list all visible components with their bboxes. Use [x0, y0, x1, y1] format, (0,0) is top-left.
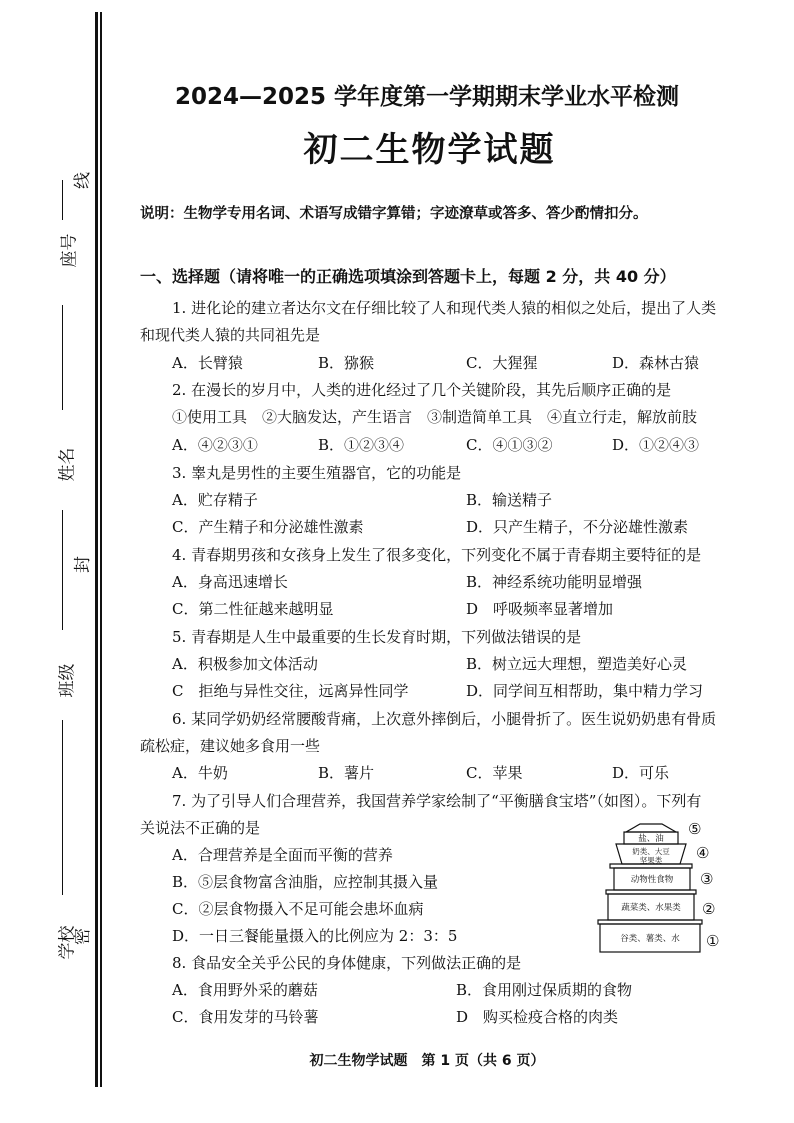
- secret-mark: 密: [73, 928, 93, 945]
- q5-option-d[interactable]: D．同学间互相帮助，集中精力学习: [466, 682, 704, 700]
- q6-stem-2: 疏松症，建议她多食用一些: [140, 737, 321, 755]
- seat-blank[interactable]: [62, 180, 63, 220]
- q1-option-b[interactable]: B．猕猴: [318, 354, 375, 372]
- seat-label: 座号: [59, 233, 80, 268]
- q3-option-b[interactable]: B．输送精子: [466, 491, 553, 509]
- school-blank[interactable]: [62, 720, 63, 895]
- name-blank[interactable]: [62, 305, 63, 410]
- line-mark: 线: [73, 172, 93, 189]
- q4-option-c[interactable]: C．第二性征越来越明显: [172, 600, 334, 618]
- school-label: 学校: [57, 925, 78, 960]
- q5-option-c[interactable]: C 拒绝与异性交往，远离异性同学: [172, 682, 409, 700]
- q7-option-b[interactable]: B．⑤层食物富含油脂，应控制其摄入量: [172, 873, 439, 891]
- page-footer: 初二生物学试题 第 1 页（共 6 页）: [309, 1053, 545, 1069]
- q7-stem-1: 7. 为了引导人们合理营养，我国营养学家绘制了“平衡膳食宝塔”（如图）。下列有: [172, 792, 702, 810]
- instructions-note: 说明：生物学专用名词、术语写成错字算错；字迹潦草或答多、答少酌情扣分。: [140, 206, 648, 222]
- q3-stem: 3. 睾丸是男性的主要生殖器官，它的功能是: [172, 464, 462, 482]
- q6-option-c[interactable]: C．苹果: [466, 764, 523, 782]
- pagoda-layer2-label: 蔬菜类、水果类: [621, 903, 681, 913]
- q5-option-b[interactable]: B．树立远大理想，塑造美好心灵: [466, 655, 688, 673]
- q2-stem-2: ①使用工具 ②大脑发达，产生语言 ③制造简单工具 ④直立行走，解放前肢: [172, 408, 698, 426]
- pagoda-number-4: ④: [696, 844, 710, 862]
- pagoda-layer1-label: 谷类、薯类、水: [620, 934, 680, 944]
- q4-stem: 4. 青春期男孩和女孩身上发生了很多变化，下列变化不属于青春期主要特征的是: [172, 546, 702, 564]
- q8-option-a[interactable]: A．食用野外采的蘑菇: [172, 981, 318, 999]
- subject-title: 初二生物学试题: [303, 130, 556, 170]
- q7-stem-2: 关说法不正确的是: [140, 819, 261, 837]
- q1-option-c[interactable]: C．大猩猩: [466, 354, 538, 372]
- pagoda-number-5: ⑤: [688, 820, 702, 838]
- q7-option-d[interactable]: D．一日三餐能量摄入的比例应为 2：3：5: [172, 927, 458, 945]
- q7-option-c[interactable]: C．②层食物摄入不足可能会患坏血病: [172, 900, 424, 918]
- q5-stem: 5. 青春期是人生中最重要的生长发育时期，下列做法错误的是: [172, 628, 582, 646]
- class-label: 班级: [57, 663, 78, 698]
- pagoda-layer4-label: 奶类、大豆坚果类: [632, 847, 670, 865]
- seal-mark: 封: [73, 556, 93, 573]
- q4-option-a[interactable]: A．身高迅速增长: [172, 573, 288, 591]
- binding-border-thin: [100, 12, 102, 1087]
- pagoda-number-2: ②: [702, 900, 716, 918]
- q2-stem-1: 2. 在漫长的岁月中，人类的进化经过了几个关键阶段，其先后顺序正确的是: [172, 381, 672, 399]
- q7-option-a[interactable]: A．合理营养是全面而平衡的营养: [172, 846, 393, 864]
- q2-option-b[interactable]: B．①②③④: [318, 436, 405, 454]
- pagoda-layer5-label: 盐、油: [638, 834, 664, 844]
- q1-stem-1: 1. 进化论的建立者达尔文在仔细比较了人和现代类人猿的相似之处后，提出了人类: [172, 299, 717, 317]
- binding-border-thick: [95, 12, 98, 1087]
- q8-option-d[interactable]: D 购买检疫合格的肉类: [456, 1008, 619, 1026]
- q3-option-a[interactable]: A．贮存精子: [172, 491, 258, 509]
- q8-option-c[interactable]: C．食用发芽的马铃薯: [172, 1008, 319, 1026]
- pagoda-number-3: ③: [700, 870, 714, 888]
- q5-option-a[interactable]: A．积极参加文体活动: [172, 655, 318, 673]
- name-label: 姓名: [57, 447, 78, 482]
- q3-option-d[interactable]: D．只产生精子，不分泌雄性激素: [466, 518, 689, 536]
- q8-stem: 8. 食品安全关乎公民的身体健康，下列做法正确的是: [172, 954, 522, 972]
- q2-option-d[interactable]: D．①②④③: [612, 436, 700, 454]
- q1-option-a[interactable]: A．长臂猿: [172, 354, 243, 372]
- q8-option-b[interactable]: B．食用刚过保质期的食物: [456, 981, 633, 999]
- q4-option-b[interactable]: B．神经系统功能明显增强: [466, 573, 643, 591]
- q4-option-d[interactable]: D 呼吸频率显著增加: [466, 600, 614, 618]
- q6-option-a[interactable]: A．牛奶: [172, 764, 228, 782]
- q6-stem-1: 6. 某同学奶奶经常腰酸背痛，上次意外摔倒后，小腿骨折了。医生说奶奶患有骨质: [172, 710, 717, 728]
- class-blank[interactable]: [62, 510, 63, 630]
- pagoda-number-1: ①: [706, 932, 720, 950]
- section-heading: 一、选择题（请将唯一的正确选项填涂到答题卡上，每题 2 分，共 40 分）: [140, 267, 676, 286]
- q2-option-a[interactable]: A．④②③①: [172, 436, 258, 454]
- q6-option-b[interactable]: B．薯片: [318, 764, 375, 782]
- exam-title: 2024—2025 学年度第一学期期末学业水平检测: [174, 84, 680, 110]
- q2-option-c[interactable]: C．④①③②: [466, 436, 553, 454]
- pagoda-layer3-label: 动物性食物: [630, 875, 674, 885]
- q1-option-d[interactable]: D．森林古猿: [612, 354, 700, 372]
- balanced-diet-pagoda: [588, 818, 728, 958]
- q3-option-c[interactable]: C．产生精子和分泌雄性激素: [172, 518, 364, 536]
- q1-stem-2: 和现代类人猿的共同祖先是: [140, 326, 321, 344]
- q6-option-d[interactable]: D．可乐: [612, 764, 670, 782]
